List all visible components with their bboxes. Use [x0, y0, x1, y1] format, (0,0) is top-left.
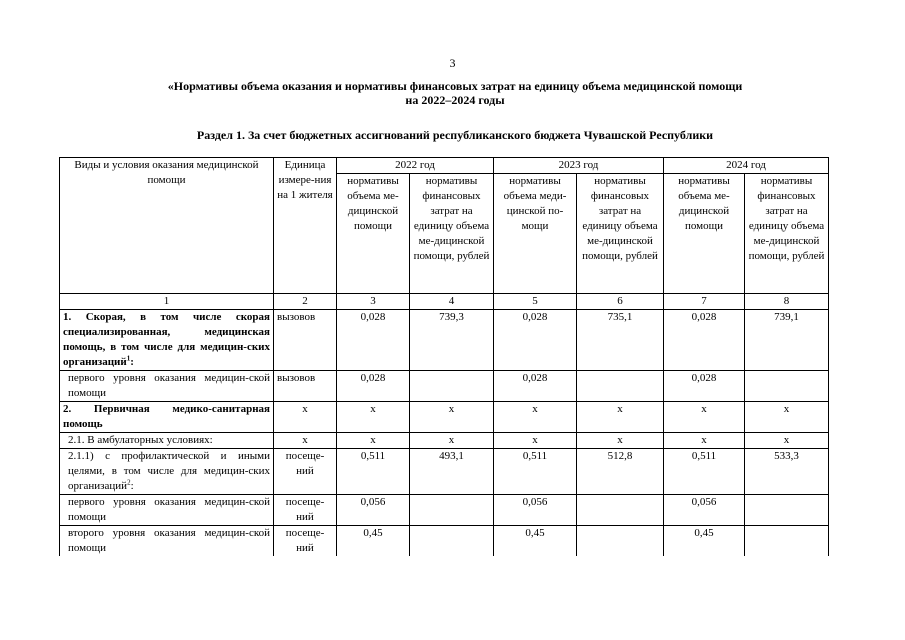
column-number: 6 — [577, 294, 664, 310]
cost-2024-cell — [745, 526, 829, 557]
cost-2022-cell — [410, 371, 494, 402]
page-number: 3 — [449, 56, 456, 70]
title-line-1: «Нормативы объема оказания и нормативы финансовых затрат на единицу объема медицинской помощи — [167, 79, 743, 93]
row-label: первого уровня оказания медицин-ской помощи — [60, 495, 274, 526]
header-kinds: Виды и условия оказания медицинской помощи — [60, 158, 274, 294]
cost-2023-cell — [577, 495, 664, 526]
cost-2022-cell — [410, 495, 494, 526]
volume-2023-cell: 0,511 — [494, 449, 577, 495]
unit-cell: посеще-ний — [274, 495, 337, 526]
volume-2022-cell: 0,511 — [337, 449, 410, 495]
table-row — [60, 433, 829, 449]
cost-2022-cell: 739,3 — [410, 310, 494, 371]
cost-2023-cell: х — [577, 433, 664, 449]
cost-2023-cell — [577, 371, 664, 402]
cost-2023-cell: 735,1 — [577, 310, 664, 371]
volume-2024-cell: х — [664, 402, 745, 433]
row-label: 2.1. В амбулаторных условиях: — [60, 433, 274, 449]
row-label: второго уровня оказания медицин-ской помощи — [60, 526, 274, 557]
column-numbers-row — [60, 294, 829, 310]
volume-2023-cell: х — [494, 402, 577, 433]
volume-2024-cell: 0,028 — [664, 371, 745, 402]
column-number: 8 — [745, 294, 829, 310]
unit-cell: х — [274, 433, 337, 449]
row-label: первого уровня оказания медицин-ской помощи — [60, 371, 274, 402]
cost-2024-cell — [745, 371, 829, 402]
header-cost-2023: нормативы финансовых затрат на единицу объема ме-дицинской помощи, рублей — [577, 174, 664, 294]
volume-2023-cell: 0,028 — [494, 371, 577, 402]
volume-2024-cell: х — [664, 433, 745, 449]
volume-2023-cell: 0,028 — [494, 310, 577, 371]
header-year-2022: 2022 год — [337, 158, 494, 174]
row-label: 1. Скорая, в том числе скорая специализированная, медицинская помощь, в том числе для медицин-ских организаций$^1$: — [60, 310, 274, 371]
volume-2023-cell: 0,056 — [494, 495, 577, 526]
volume-2022-cell: 0,028 — [337, 371, 410, 402]
table-row — [60, 449, 829, 495]
header-year-2023: 2023 год — [494, 158, 664, 174]
title-line-2: на 2022–2024 годы — [405, 93, 505, 107]
header-cost-2022: нормативы финансовых затрат на единицу объема ме-дицинской помощи, рублей — [410, 174, 494, 294]
unit-cell: х — [274, 402, 337, 433]
cost-2024-cell — [745, 495, 829, 526]
cost-2023-cell — [577, 526, 664, 557]
column-number: 4 — [410, 294, 494, 310]
volume-2022-cell: 0,45 — [337, 526, 410, 557]
volume-2022-cell: 0,056 — [337, 495, 410, 526]
cost-2022-cell: х — [410, 402, 494, 433]
unit-cell: посеще-ний — [274, 449, 337, 495]
volume-2024-cell: 0,056 — [664, 495, 745, 526]
norms-table — [59, 157, 829, 556]
header-unit: Единица измере-ния на 1 жителя — [274, 158, 337, 294]
volume-2022-cell: х — [337, 402, 410, 433]
column-number: 5 — [494, 294, 577, 310]
document-title — [60, 79, 850, 107]
column-number: 3 — [337, 294, 410, 310]
table-row — [60, 402, 829, 433]
cost-2022-cell — [410, 526, 494, 557]
volume-2022-cell: х — [337, 433, 410, 449]
table-row — [60, 495, 829, 526]
header-volume-2024: нормативы объема ме-дицинской помощи — [664, 174, 745, 294]
cost-2024-cell: х — [745, 433, 829, 449]
volume-2023-cell: х — [494, 433, 577, 449]
section-title: Раздел 1. За счет бюджетных ассигнований республиканского бюджета Чувашской Республики — [196, 128, 714, 142]
unit-cell: вызовов — [274, 371, 337, 402]
unit-cell: вызовов — [274, 310, 337, 371]
cost-2022-cell: х — [410, 433, 494, 449]
header-volume-2022: нормативы объема ме-дицинской помощи — [337, 174, 410, 294]
table-row — [60, 371, 829, 402]
cost-2024-cell: 533,3 — [745, 449, 829, 495]
header-volume-2023: нормативы объема меди-цинской по-мощи — [494, 174, 577, 294]
volume-2022-cell: 0,028 — [337, 310, 410, 371]
column-number: 1 — [60, 294, 274, 310]
cost-2022-cell: 493,1 — [410, 449, 494, 495]
table-row — [60, 526, 829, 557]
volume-2024-cell: 0,45 — [664, 526, 745, 557]
row-label: 2.1.1) с профилактической и иными целями, в том числе для медицин-ских организаций$^2$: — [60, 449, 274, 495]
header-row-years — [60, 158, 829, 174]
header-year-2024: 2024 год — [664, 158, 829, 174]
cost-2023-cell: 512,8 — [577, 449, 664, 495]
header-cost-2024: нормативы финансовых затрат на единицу объема ме-дицинской помощи, рублей — [745, 174, 829, 294]
volume-2024-cell: 0,028 — [664, 310, 745, 371]
volume-2024-cell: 0,511 — [664, 449, 745, 495]
table-row — [60, 310, 829, 371]
cost-2024-cell: 739,1 — [745, 310, 829, 371]
column-number: 2 — [274, 294, 337, 310]
volume-2023-cell: 0,45 — [494, 526, 577, 557]
row-label: 2. Первичная медико-санитарная помощь — [60, 402, 274, 433]
unit-cell: посеще-ний — [274, 526, 337, 557]
cost-2023-cell: х — [577, 402, 664, 433]
cost-2024-cell: х — [745, 402, 829, 433]
column-number: 7 — [664, 294, 745, 310]
